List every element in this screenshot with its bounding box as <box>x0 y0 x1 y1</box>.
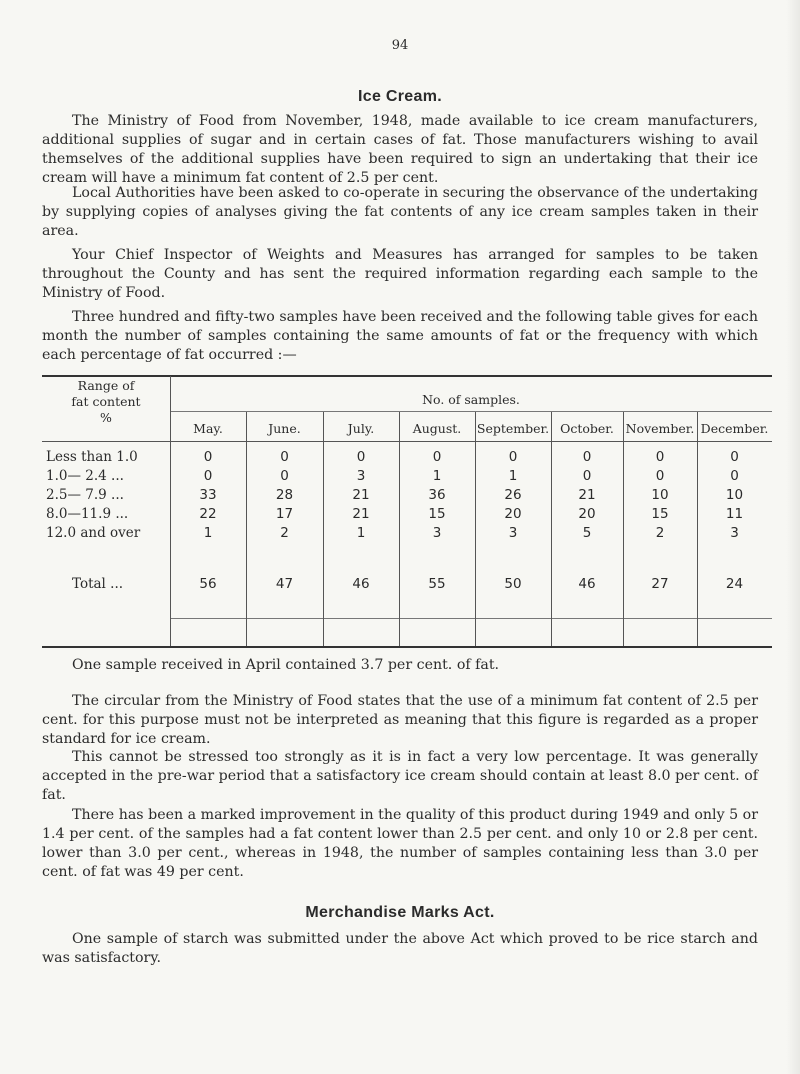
month-header: May. <box>193 421 223 436</box>
row-label: Less than 1.0 <box>46 449 138 465</box>
page-number: 94 <box>391 38 409 53</box>
row-label: 12.0 and over <box>46 525 141 541</box>
table-cell: 0 <box>356 449 366 465</box>
table-cell: 0 <box>203 449 213 465</box>
table-group-rule <box>170 411 772 412</box>
total-label: Total ... <box>72 576 124 592</box>
row-label: 2.5— 7.9 ... <box>46 487 124 503</box>
paragraph-april-sample: One sample received in April contained 3.7 per cent. of fat. <box>72 657 500 673</box>
range-header <box>42 378 170 426</box>
table-cell: 15 <box>428 506 446 522</box>
table-header-rule <box>42 441 772 442</box>
table-cell: 1 <box>203 525 213 541</box>
table-cell: 0 <box>508 449 518 465</box>
table-cell: 10 <box>651 487 669 503</box>
table-cell: 21 <box>578 487 596 503</box>
total-cell: 46 <box>352 576 370 592</box>
paragraph-improvement-1949: There has been a marked improvement in the quality of this product during 1949 and only 5 or 1.4 per cent. of the samples had a fat content lower than 2.5 per cent. and only 10 or 2.8 per cent. lower than 3.0 per cent., whereas in 1948, the number of samples containing less than 3.0 per cent. of fat was 49 per cent. <box>42 807 758 880</box>
table-cell: 0 <box>203 468 213 484</box>
table-cell: 0 <box>655 468 665 484</box>
table-cell: 5 <box>582 525 592 541</box>
table-cell: 0 <box>730 449 739 465</box>
samples-group-header: No. of samples. <box>422 392 520 407</box>
table-cell: 3 <box>730 525 739 541</box>
table-cell: 26 <box>504 487 522 503</box>
table-cell: 22 <box>199 506 217 522</box>
total-cell: 24 <box>725 576 744 592</box>
total-cell: 27 <box>651 576 669 592</box>
table-cell: 21 <box>352 487 370 503</box>
month-header: August. <box>412 421 462 436</box>
paragraph-starch-sample: One sample of starch was submitted under the above Act which proved to be rice starch and was satisfactory. <box>42 931 758 966</box>
paragraph-local-authorities: Local Authorities have been asked to co-operate in securing the observance of the undertaking by supplying copies of analyses giving the fat contents of any ice cream samples taken in their area. <box>42 185 758 239</box>
table-cell: 33 <box>199 487 217 503</box>
paragraph-ministry-supplies: The Ministry of Food from November, 1948, made available to ice cream manufacturers, additional supplies of sugar and in certain cases of fat. Those manufacturers wishing to avail themselves of the additional supplies have been required to sign an undertaking that their ice cream will have a minimum fat content of 2.5 per cent. <box>42 113 758 186</box>
table-cell: 1 <box>356 525 366 541</box>
range-header-line: % <box>100 410 112 425</box>
paragraph-table-intro: Three hundred and fifty-two samples have been received and the following table gives for each month the number of samples containing the same amounts of fat or the frequency with which each percentage of fat occurred :— <box>42 309 758 363</box>
table-cell: 36 <box>428 487 446 503</box>
total-cell: 50 <box>504 576 522 592</box>
table-cell: 0 <box>280 449 289 465</box>
table-cell: 1 <box>432 468 442 484</box>
paragraph-low-percentage: This cannot be stressed too strongly as it is in fact a very low percentage. It was generally accepted in the pre-war period that a satisfactory ice cream should contain at least 8.0 per cent. of fat. <box>42 749 758 803</box>
table-cell: 0 <box>280 468 289 484</box>
row-label: 8.0—11.9 ... <box>46 506 129 522</box>
table-cell: 11 <box>725 506 744 522</box>
table-cell: 1 <box>508 468 518 484</box>
table-cell: 20 <box>578 506 596 522</box>
month-header: September. <box>476 421 550 436</box>
table-cell: 28 <box>275 487 294 503</box>
table-cell: 2 <box>655 525 665 541</box>
month-header: July. <box>347 421 375 436</box>
table-cell: 10 <box>725 487 744 503</box>
section-title-ice-cream: Ice Cream. <box>358 88 442 105</box>
range-header-line: Range of <box>77 378 135 393</box>
total-cell: 46 <box>578 576 596 592</box>
table-cell: 20 <box>504 506 522 522</box>
table-cell: 0 <box>655 449 665 465</box>
paragraph-chief-inspector: Your Chief Inspector of Weights and Measures has arranged for samples to be taken throughout the County and has sent the required information regarding each sample to the Ministry of Food. <box>42 247 758 301</box>
table-cell: 3 <box>508 525 518 541</box>
table-cell: 0 <box>432 449 442 465</box>
total-cell: 56 <box>199 576 217 592</box>
month-header: October. <box>560 421 614 436</box>
month-header: November. <box>625 421 695 436</box>
table-cell: 0 <box>582 468 592 484</box>
table-cell: 15 <box>651 506 669 522</box>
table-cell: 2 <box>280 525 289 541</box>
table-cell: 21 <box>352 506 370 522</box>
table-cell: 0 <box>730 468 739 484</box>
range-header-line: fat content <box>71 394 141 409</box>
total-cell: 47 <box>275 576 294 592</box>
row-label: 1.0— 2.4 ... <box>46 468 124 484</box>
paragraph-ministry-circular: The circular from the Ministry of Food states that the use of a minimum fat content of 2.5 per cent. for this purpose must not be interpreted as meaning that this figure is regarded as a proper standard for ice cream. <box>42 693 758 747</box>
table-cell: 3 <box>356 468 366 484</box>
table-total-rule <box>170 618 772 619</box>
section-title-merchandise-marks: Merchandise Marks Act. <box>305 904 495 921</box>
month-header: June. <box>268 421 301 436</box>
total-cell: 55 <box>428 576 446 592</box>
month-header: December. <box>700 421 769 436</box>
table-bottom-rule <box>42 646 772 648</box>
table-cell: 17 <box>275 506 294 522</box>
table-cell: 0 <box>582 449 592 465</box>
table-cell: 3 <box>432 525 442 541</box>
table-top-rule <box>42 375 772 377</box>
